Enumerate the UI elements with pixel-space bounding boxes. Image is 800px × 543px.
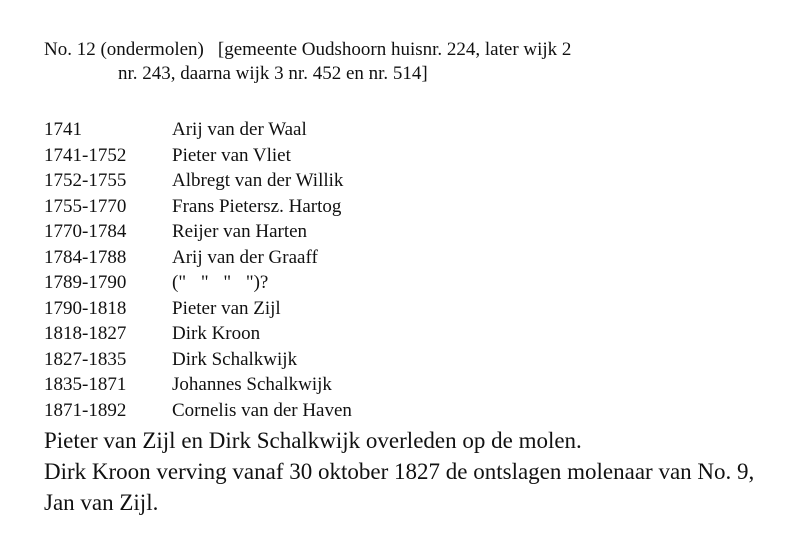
entry-name: Arij van der Waal — [172, 119, 307, 140]
entry-period: 1770-1784 — [44, 221, 127, 242]
entry-name: Pieter van Vliet — [172, 144, 291, 166]
miller-list — [44, 117, 352, 423]
entry-period: 1741 — [44, 119, 82, 140]
entry-name: Cornelis van der Haven — [172, 399, 352, 421]
entry-period: 1818-1827 — [44, 323, 127, 344]
entry-period: 1827-1835 — [44, 348, 127, 370]
entry-period: 1789-1790 — [44, 272, 127, 293]
entry-period: 1784-1788 — [44, 246, 127, 268]
entry-name: Reijer van Harten — [172, 221, 308, 242]
entry-name: Arij van der Graaff — [172, 246, 318, 268]
miller-entry — [44, 245, 352, 271]
miller-entry — [44, 219, 352, 245]
entry-name: Pieter van Zijl — [172, 297, 281, 319]
entry-period: 1741-1752 — [44, 144, 127, 166]
notes-section — [44, 425, 789, 518]
miller-entry — [44, 143, 352, 169]
address-note-continued: nr. 243, daarna wijk 3 nr. 452 en nr. 514] — [118, 63, 428, 84]
miller-entry — [44, 296, 352, 322]
miller-entry — [44, 194, 352, 220]
document-heading — [44, 38, 571, 62]
entry-name: Johannes Schalkwijk — [172, 374, 332, 395]
entry-period: 1752-1755 — [44, 170, 127, 191]
mill-title: No. 12 (ondermolen) — [44, 39, 204, 60]
entry-period: 1871-1892 — [44, 399, 127, 421]
miller-entry — [44, 270, 352, 296]
entry-period: 1790-1818 — [44, 297, 127, 319]
address-note: [gemeente Oudshoorn huisnr. 224, later wijk 2 — [217, 39, 572, 60]
entry-name: Albregt van der Willik — [172, 170, 344, 191]
miller-entry — [44, 321, 352, 347]
miller-entry — [44, 168, 352, 194]
miller-entry — [44, 398, 352, 424]
note-replacement: Dirk Kroon verving vanaf 30 oktober 1827 de ontslagen molenaar van No. 9, Jan van Zijl. — [44, 459, 755, 515]
entry-name: Dirk Kroon — [172, 323, 261, 344]
note-deaths: Pieter van Zijl en Dirk Schalkwijk overleden op de molen. — [44, 428, 582, 453]
entry-name: Frans Pietersz. Hartog — [172, 195, 342, 217]
miller-entry — [44, 347, 352, 373]
entry-period: 1755-1770 — [44, 195, 127, 217]
miller-entry — [44, 372, 352, 398]
miller-entry — [44, 117, 352, 143]
entry-period: 1835-1871 — [44, 374, 127, 395]
entry-name: Dirk Schalkwijk — [172, 348, 298, 370]
entry-name: (" " " ")? — [172, 272, 269, 293]
